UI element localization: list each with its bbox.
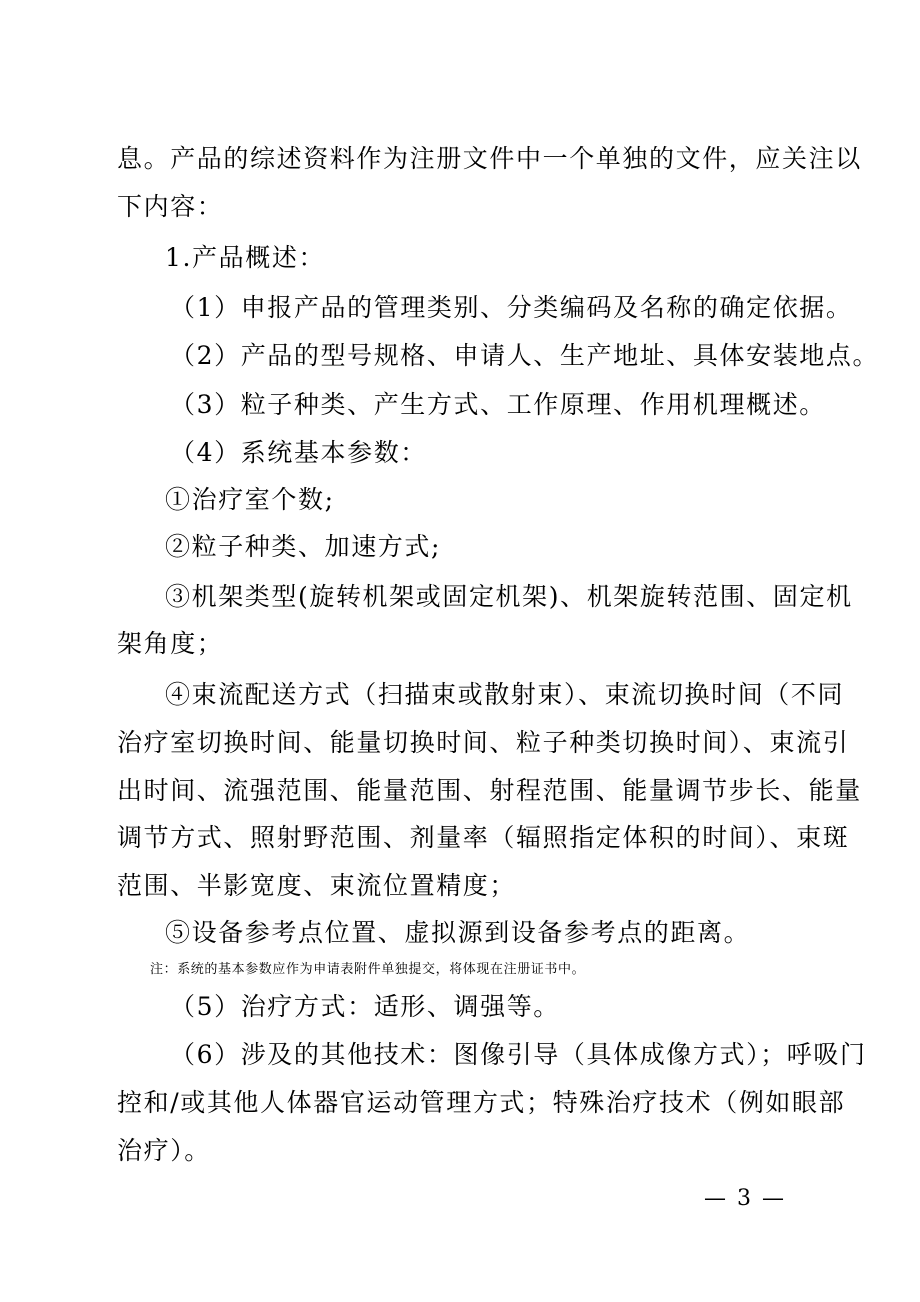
sub-item-4-line-4: 调节方式、照射野范围、剂量率（辐照指定体积的时间）、束斑 [117, 823, 850, 852]
footnote: 注：系统的基本参数应作为申请表附件单独提交，将体现在注册证书中。 [150, 962, 586, 977]
list-item-5: （5）治疗方式：适形、调强等。 [170, 992, 560, 1021]
sub-item-5: ⑤设备参考点位置、虚拟源到设备参考点的距离。 [165, 918, 751, 947]
list-item-3: （3）粒子种类、产生方式、工作原理、作用机理概述。 [170, 390, 826, 419]
list-item-1: （1）申报产品的管理类别、分类编码及名称的确定依据。 [170, 293, 853, 322]
section-heading-product-overview: 1.产品概述： [165, 243, 326, 272]
paragraph-line-intro-1: 息。产品的综述资料作为注册文件中一个单独的文件，应关注以 [117, 144, 862, 173]
sub-item-1: ①治疗室个数; [165, 485, 335, 514]
sub-item-3-line-1: ③机架类型(旋转机架或固定机架)、机架旋转范围、固定机 [165, 582, 853, 611]
sub-item-4-line-2: 治疗室切换时间、能量切换时间、粒子种类切换时间）、束流引 [117, 728, 850, 757]
sub-item-4-line-3: 出时间、流强范围、能量范围、射程范围、能量调节步长、能量 [117, 776, 862, 805]
page-number: — 3 — [704, 1186, 786, 1211]
sub-item-4-line-5: 范围、半影宽度、束流位置精度； [117, 871, 517, 900]
list-item-6-line-1: （6）涉及的其他技术：图像引导（具体成像方式）；呼吸门 [170, 1040, 867, 1069]
sub-item-4-line-1: ④束流配送方式（扫描束或散射束）、束流切换时间（不同 [165, 680, 845, 709]
sub-item-3-line-2: 架角度； [117, 629, 224, 658]
paragraph-line-intro-2: 下内容： [117, 192, 224, 221]
list-item-6-line-3: 治疗）。 [117, 1136, 211, 1165]
list-item-4: （4）系统基本参数： [170, 438, 427, 467]
list-item-6-line-2: 控和/或其他人体器官运动管理方式；特殊治疗技术（例如眼部 [117, 1088, 846, 1117]
sub-item-2: ②粒子种类、加速方式; [165, 532, 442, 561]
list-item-2: （2）产品的型号规格、申请人、生产地址、具体安装地点。 [170, 341, 880, 370]
